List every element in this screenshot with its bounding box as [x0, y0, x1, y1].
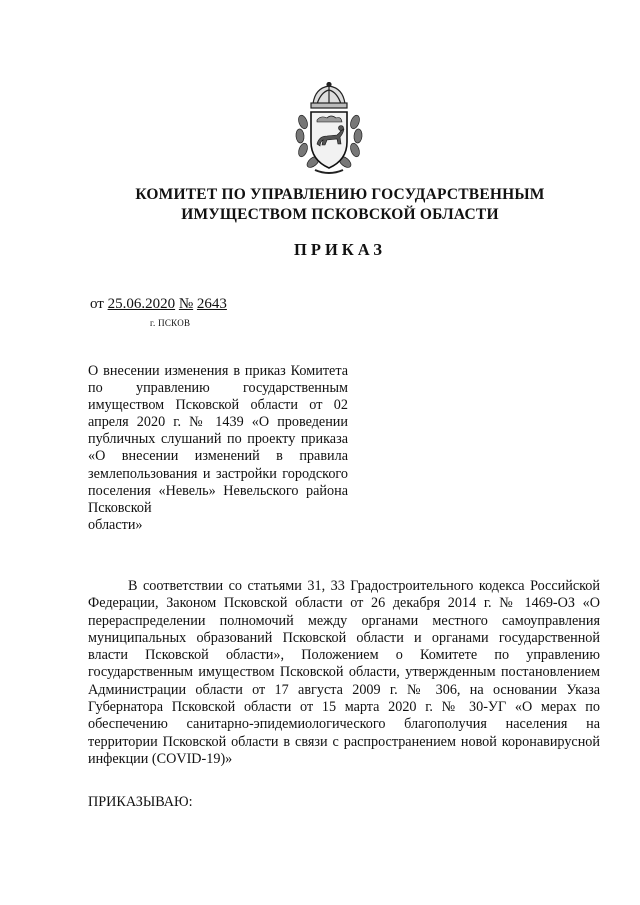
subject-text: О внесении изменения в приказ Комитета по управлению государственным имуществом Псковской области от 02 апреля 2020 г. № 1439 «О проведении публичных слушаний по проекту приказа «О внесении изменений в правила землепользования и застройки городского поселения «Невель» Невельского района Псковской [88, 363, 348, 516]
number-sign: № [178, 296, 194, 312]
document-subject [88, 363, 348, 534]
organization-name-line-2: ИМУЩЕСТВОМ ПСКОВСКОЙ ОБЛАСТИ [181, 206, 499, 223]
body-paragraph: В соответствии со статьями 31, 33 Градостроительного кодекса Российской Федерации, Законом Псковской области от 26 декабря 2014 г. № 1469-ОЗ «О перераспределении полномочий между органами местного самоуправления муниципальных образований Псковской области и органами государственной власти Псковской области», Положением о Комитете по управлению государственным имуществом Псковской области, утвержденным постановлением Администрации области от 17 августа 2009 г. № 306, на основании Указа Губернатора Псковской области от 15 марта 2020 г. № 30-УГ «О мерах по обеспечению санитарно-эпидемиологического благополучия населения на территории Псковской области в связи с распространением новой коронавирусной инфекции (COVID-19)» [88, 578, 600, 767]
date-prefix: от [90, 296, 104, 312]
date-number-line [90, 296, 227, 313]
document-type-title: ПРИКАЗ [294, 240, 386, 259]
order-word: ПРИКАЗЫВАЮ: [88, 794, 193, 810]
organization-name [90, 185, 590, 225]
organization-name-line-1: КОМИТЕТ ПО УПРАВЛЕНИЮ ГОСУДАРСТВЕННЫМ [135, 186, 545, 203]
coat-of-arms-icon [291, 82, 367, 176]
subject-last-line: области» [88, 516, 143, 533]
document-number: 2643 [196, 296, 227, 312]
document-place: г. ПСКОВ [150, 318, 191, 328]
document-date: 25.06.2020 [107, 296, 176, 312]
